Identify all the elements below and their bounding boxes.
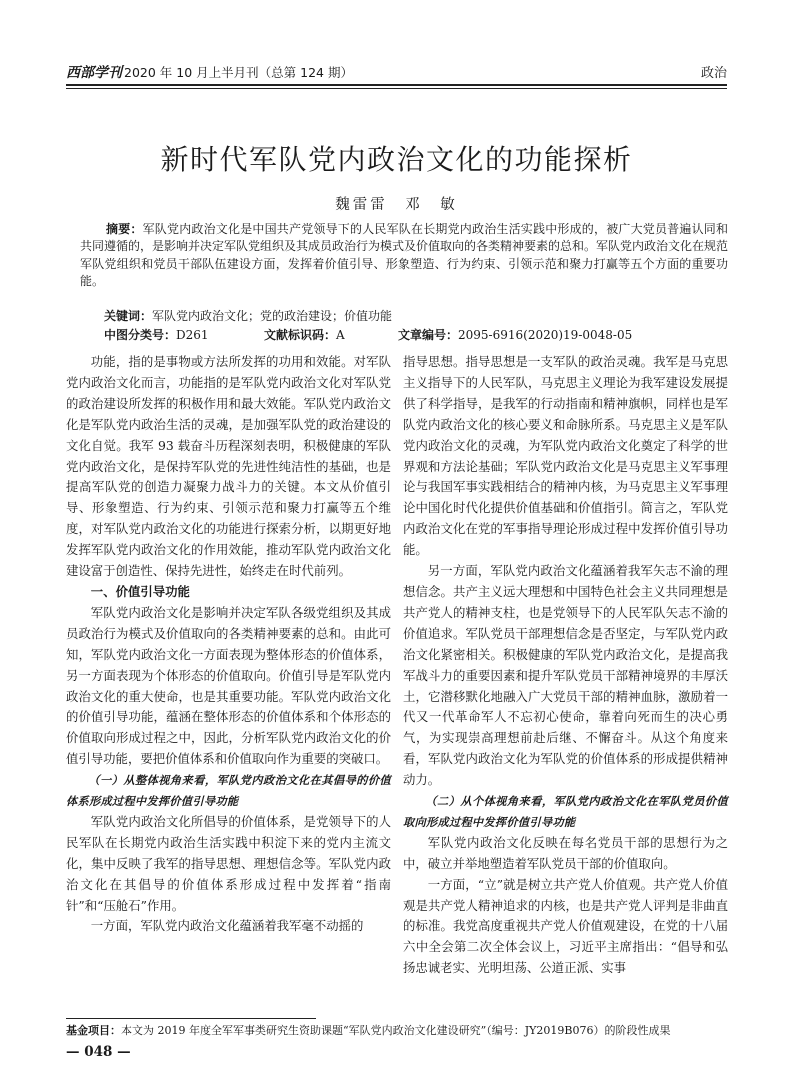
funding-label: 基金项目： bbox=[66, 1024, 121, 1037]
article-no-value: 2095-6916(2020)19-0048-05 bbox=[458, 328, 633, 342]
body-column-right bbox=[403, 352, 728, 979]
keywords-label: 关键词： bbox=[104, 309, 153, 323]
doc-code-value: A bbox=[336, 328, 345, 342]
subsection-heading: （一）从整体视角来看，军队党内政治文化在其倡导的价值体系形成过程中发挥价值引导功能 bbox=[66, 773, 391, 809]
funding-note bbox=[66, 1022, 670, 1038]
keywords-text: 军队党内政治文化；党的政治建设；价值功能 bbox=[152, 309, 393, 323]
body-paragraph: 一方面，军队党内政治文化蕴涵着我军毫不动摇的 bbox=[90, 918, 364, 934]
body-paragraph: 军队党内政治文化所倡导的价值体系，是党领导下的人民军队在长期党内政治生活实践中积淀下来的党内主流文化，集中反映了我军的指导思想、理想信念等。军队党内政治文化在其倡导的价值体系形成过程中发挥着“指南针”和“压舱石”作用。 bbox=[66, 813, 391, 913]
header-rule bbox=[66, 84, 727, 86]
journal-name: 西部学刊 bbox=[66, 65, 122, 81]
keywords bbox=[104, 307, 392, 324]
body-paragraph: 一方面，“立”就是树立共产党人价值观。共产党人价值观是共产党人精神追求的内核，也是共产党人评判是非曲直的标准。我党高度重视共产党人价值观建设，在党的十八届六中全会第二次全体会议上，习近平主席指出：“倡导和弘扬忠诚老实、光明坦荡、公道正派、实事 bbox=[403, 876, 728, 976]
body-paragraph: 指导思想。指导思想是一支军队的政治灵魂。我军是马克思主义指导下的人民军队，马克思主义理论为我军建设发展提供了科学指导，是我军的行动指南和精神旗帜，同样也是军队党内政治文化的核心要义和命脉所系。马克思主义是军队党内政治文化的灵魂，为军队党内政治文化奠定了科学的世界观和方法论基础；军队党内政治文化是马克思主义军事理论与我国军事实践相结合的精神内核，为马克思主义军事理论中国化时代化提供价值基础和价值指引。简言之，军队党内政治文化在党的军事指导理论形成过程中发挥价值引导功能。 bbox=[403, 354, 728, 558]
clc-label: 中图分类号： bbox=[104, 328, 177, 342]
abstract-label: 摘要： bbox=[106, 222, 143, 236]
footnote-rule bbox=[66, 1018, 316, 1019]
page-number: — 048 — bbox=[66, 1044, 131, 1060]
clc-value: D261 bbox=[176, 328, 209, 342]
issue-info: 2020 年 10 月上半月刊（总第 124 期） bbox=[124, 65, 353, 80]
header-rule-thin bbox=[66, 88, 727, 89]
body-paragraph: 军队党内政治文化反映在每名党员干部的思想行为之中，破立并举地塑造着军队党员干部的价值取向。 bbox=[403, 834, 728, 871]
body-paragraph: 功能，指的是事物或方法所发挥的功用和效能。对军队党内政治文化而言，功能指的是军队党内政治文化对军队党的政治建设所发挥的积极作用和最大效能。军队党内政治文化是军队党内政治生活的灵魂，是加强军队党的政治建设的文化自觉。我军 93 载奋斗历程深刻表明，积极健康的军队党内政治文化，是保持军队党的先进性纯洁性的基础，也是提高军队党的创造力凝聚力战斗力的关键。本文从价值引导、形象塑造、行为约束、引领示范和聚力打赢等五个维度，对军队党内政治文化的功能进行探索分析，以期更好地发挥军队党内政治文化的作用效能，推动军队党内政治文化建设富于创造性、保持先进性，始终走在时代前列。 bbox=[66, 354, 391, 579]
article-title: 新时代军队党内政治文化的功能探析 bbox=[160, 143, 633, 176]
body-paragraph: 军队党内政治文化是影响并决定军队各级党组织及其成员政治行为模式及价值取向的各类精神要素的总和。由此可知，军队党内政治文化一方面表现为整体形态的价值体系，另一方面表现为个体形态的价值取向。价值引导是军队党内政治文化的重大使命，也是其重要功能。军队党内政治文化的价值引导功能，蕴涵在整体形态的价值体系和个体形态的价值取向形成过程之中，因此，分析军队党内政治文化的价值引导功能，要把价值体系和价值取向作为重要的突破口。 bbox=[66, 604, 391, 767]
body-paragraph: 另一方面，军队党内政治文化蕴涵着我军矢志不渝的理想信念。共产主义远大理想和中国特色社会主义共同理想是共产党人的精神支柱，也是党领导下的人民军队矢志不渝的价值追求。军队党员干部理想信念是否坚定，与军队党内政治文化紧密相关。积极健康的军队党内政治文化，是提高我军战斗力的重要因素和提升军队党员干部精神境界的丰厚沃土，它潜移默化地融入广大党员干部的精神血脉，激励着一代又一代革命军人不忘初心使命，靠着向死而生的决心勇气，为实现崇高理想前赴后继、不懈奋斗。从这个角度来看，军队党内政治文化为军队党的价值体系的形成提供精神动力。 bbox=[403, 563, 728, 788]
subsection-heading: （二）从个体视角来看，军队党内政治文化在军队党员价值取向形成过程中发挥价值引导功能 bbox=[403, 794, 728, 829]
section-heading: 一、价值引导功能 bbox=[90, 583, 190, 599]
article-no-label: 文章编号： bbox=[398, 328, 459, 342]
running-header bbox=[66, 62, 353, 82]
body-column-left bbox=[66, 352, 391, 937]
abstract bbox=[80, 221, 728, 290]
abstract-text: 军队党内政治文化是中国共产党领导下的人民军队在长期党内政治生活实践中形成的，被广大党员普遍认同和共同遵循的，是影响并决定军队党组织及其成员政治行为模式及价值取向的各类精神要素的总和。军队党内政治文化在规范军队党组织和党员干部队伍建设方面，发挥着价值引导、形象塑造、行为约束、引领示范和聚力打赢等五个方面的重要功能。 bbox=[80, 222, 729, 288]
doc-code-label: 文献标识码： bbox=[264, 328, 337, 342]
funding-text: 本文为 2019 年度全军军事类研究生资助课题“军队党内政治文化建设研究”（编号：JY2019B076）的阶段性成果 bbox=[121, 1024, 671, 1037]
article-authors: 魏雷雷 邓 敏 bbox=[335, 197, 458, 213]
classification-line bbox=[104, 326, 632, 343]
section-label: 政治 bbox=[700, 66, 727, 81]
